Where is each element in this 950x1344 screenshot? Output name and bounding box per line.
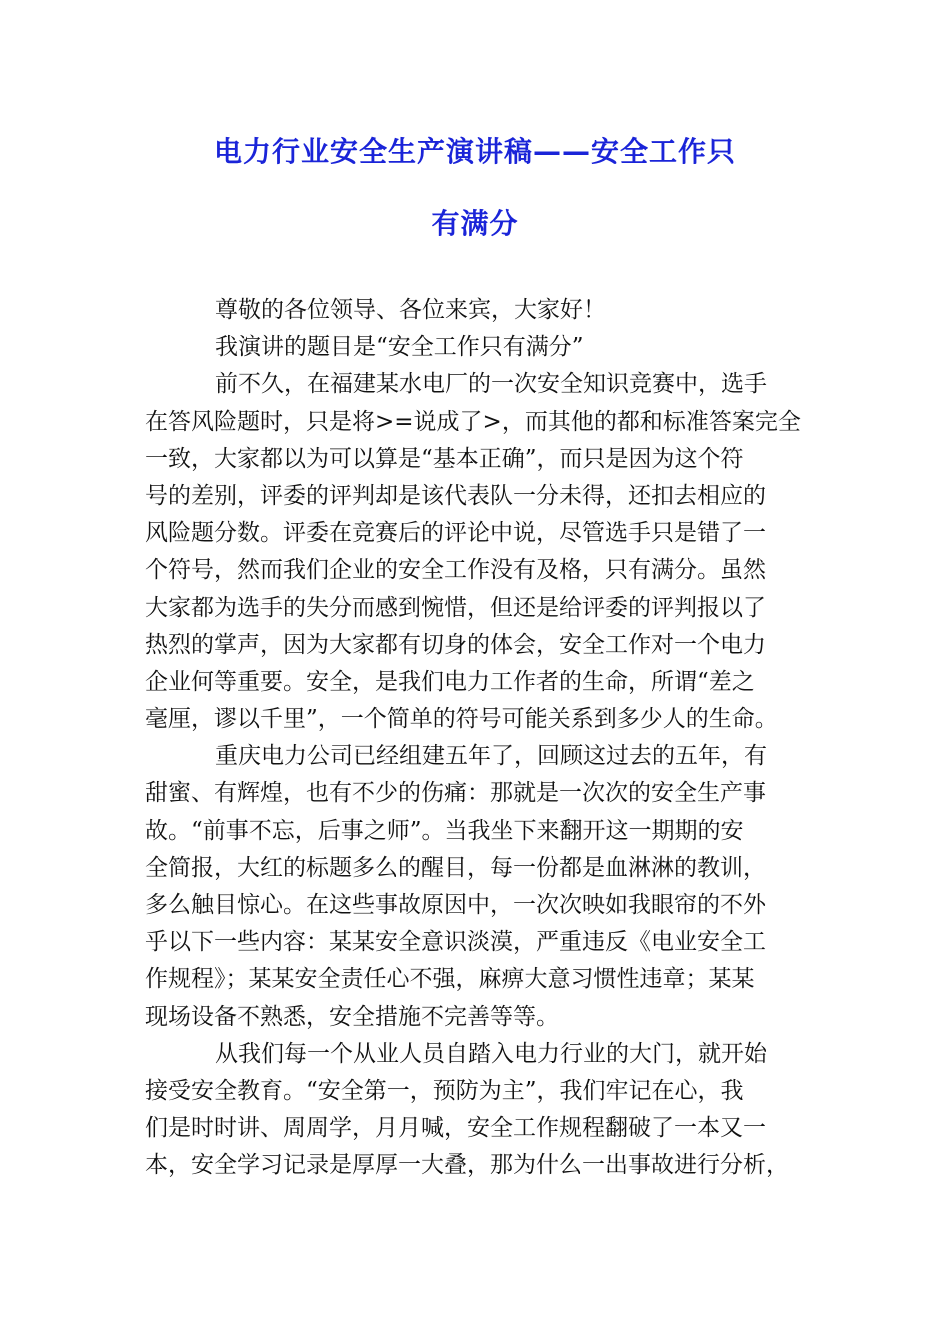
body-line: 接受安全教育。“安全第一，预防为主”，我们牢记在心，我	[145, 1077, 744, 1104]
body-line: 故。“前事不忘，后事之师”。当我坐下来翻开这一期期的安	[145, 817, 744, 844]
body-line: 作规程》；某某安全责任心不强，麻痹大意习惯性违章；某某	[145, 966, 755, 993]
body-line: 们是时时讲、周周学，月月喊，安全工作规程翻破了一本又一	[145, 1115, 766, 1142]
body-line: 企业何等重要。安全，是我们电力工作者的生命，所谓“差之	[145, 668, 755, 695]
body-line: 我演讲的题目是“安全工作只有满分”	[215, 334, 584, 361]
body-line: 风险题分数。评委在竞赛后的评论中说，尽管选手只是错了一	[145, 520, 766, 547]
document-body	[145, 292, 810, 1185]
body-line: 在答风险题时，只是将>=说成了>，而其他的都和标准答案完全	[145, 408, 801, 435]
body-line: 个符号，然而我们企业的安全工作没有及格，只有满分。虽然	[145, 557, 766, 584]
document-title-line-2: 有满分	[431, 207, 519, 240]
body-line: 一致，大家都以为可以算是“基本正确”，而只是因为这个符	[145, 445, 744, 472]
body-line: 从我们每一个从业人员自踏入电力行业的大门，就开始	[215, 1040, 767, 1067]
body-line: 热烈的掌声，因为大家都有切身的体会，安全工作对一个电力	[145, 631, 766, 658]
body-line: 甜蜜、有辉煌，也有不少的伤痛：那就是一次次的安全生产事	[145, 780, 766, 807]
body-line: 尊敬的各位领导、各位来宾，大家好！	[215, 297, 606, 323]
body-line: 号的差别，评委的评判却是该代表队一分未得，还扣去相应的	[145, 482, 766, 509]
body-line: 本，安全学习记录是厚厚一大叠，那为什么一出事故进行分析，	[145, 1152, 789, 1179]
body-line: 前不久，在福建某水电厂的一次安全知识竞赛中，选手	[215, 371, 767, 398]
body-line: 多么触目惊心。在这些事故原因中，一次次映如我眼帘的不外	[145, 892, 766, 918]
body-line: 重庆电力公司已经组建五年了，回顾这过去的五年，有	[215, 743, 767, 770]
body-line: 乎以下一些内容：某某安全意识淡漠，严重违反《电业安全工	[145, 929, 766, 956]
body-line: 现场设备不熟悉，安全措施不完善等等。	[145, 1003, 559, 1030]
document-title-line-1: 电力行业安全生产演讲稿——安全工作只	[213, 135, 736, 168]
body-line: 全简报，大红的标题多么的醒目，每一份都是血淋淋的教训，	[145, 854, 766, 881]
body-line: 毫厘，谬以千里”，一个简单的符号可能关系到多少人的生命。	[145, 706, 778, 733]
body-line: 大家都为选手的失分而感到惋惜，但还是给评委的评判报以了	[145, 594, 766, 621]
